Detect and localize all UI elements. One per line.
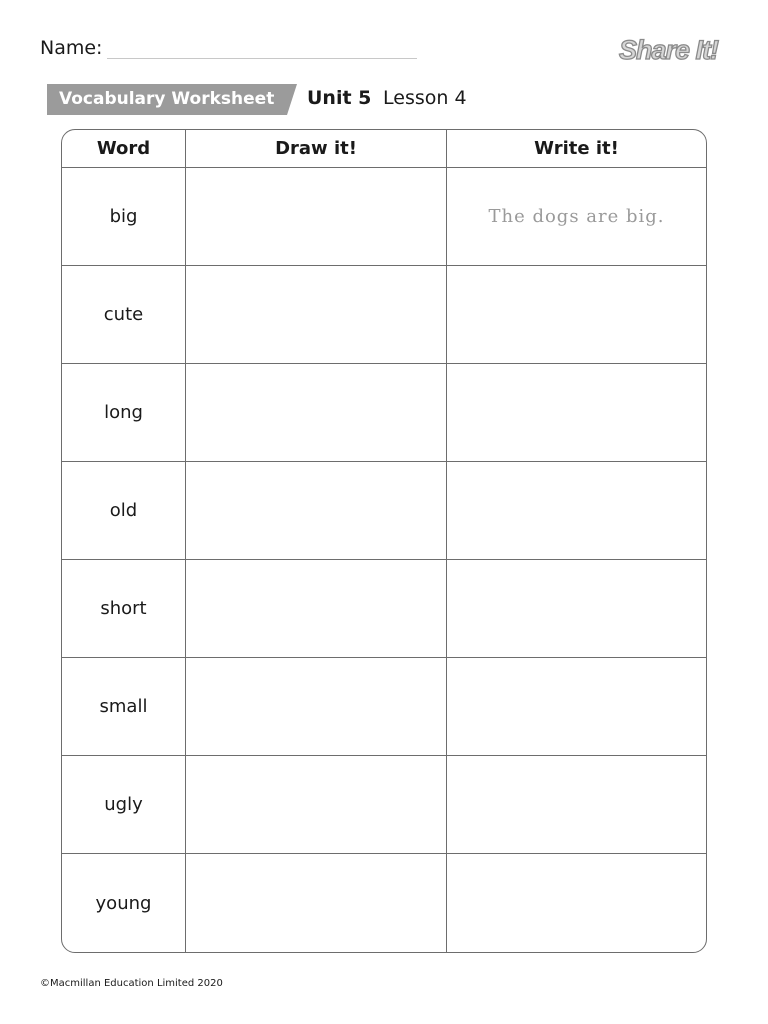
draw-cell[interactable] [186, 560, 447, 658]
write-cell[interactable] [447, 462, 706, 560]
lesson-label: Lesson 4 [383, 87, 467, 109]
svg-text:Share It!: Share It! [619, 35, 719, 65]
name-label: Name: [40, 37, 103, 59]
column-header-draw: Draw it! [186, 130, 447, 168]
draw-cell[interactable] [186, 168, 447, 266]
write-cell[interactable] [447, 266, 706, 364]
write-cell[interactable] [447, 560, 706, 658]
unit-label: Unit 5 [307, 87, 372, 109]
column-header-word: Word [62, 130, 186, 168]
word-cell: old [62, 462, 186, 560]
word-cell: short [62, 560, 186, 658]
draw-cell[interactable] [186, 658, 447, 756]
column-header-write: Write it! [447, 130, 706, 168]
write-cell[interactable] [447, 364, 706, 462]
write-cell[interactable] [447, 756, 706, 854]
vocabulary-table [61, 129, 707, 953]
write-cell[interactable] [447, 854, 706, 952]
word-cell: small [62, 658, 186, 756]
write-cell[interactable] [447, 658, 706, 756]
write-cell-example[interactable]: The dogs are big. [447, 168, 706, 266]
draw-cell[interactable] [186, 462, 447, 560]
draw-cell[interactable] [186, 854, 447, 952]
draw-cell[interactable] [186, 266, 447, 364]
word-cell: cute [62, 266, 186, 364]
name-field[interactable] [107, 58, 417, 59]
share-it-logo [616, 30, 722, 70]
copyright-footer: ©Macmillan Education Limited 2020 [40, 978, 223, 989]
draw-cell[interactable] [186, 756, 447, 854]
word-cell: big [62, 168, 186, 266]
draw-cell[interactable] [186, 364, 447, 462]
word-cell: long [62, 364, 186, 462]
worksheet-title: Vocabulary Worksheet [59, 89, 275, 109]
worksheet-title-banner [47, 84, 297, 115]
word-cell: ugly [62, 756, 186, 854]
word-cell: young [62, 854, 186, 952]
